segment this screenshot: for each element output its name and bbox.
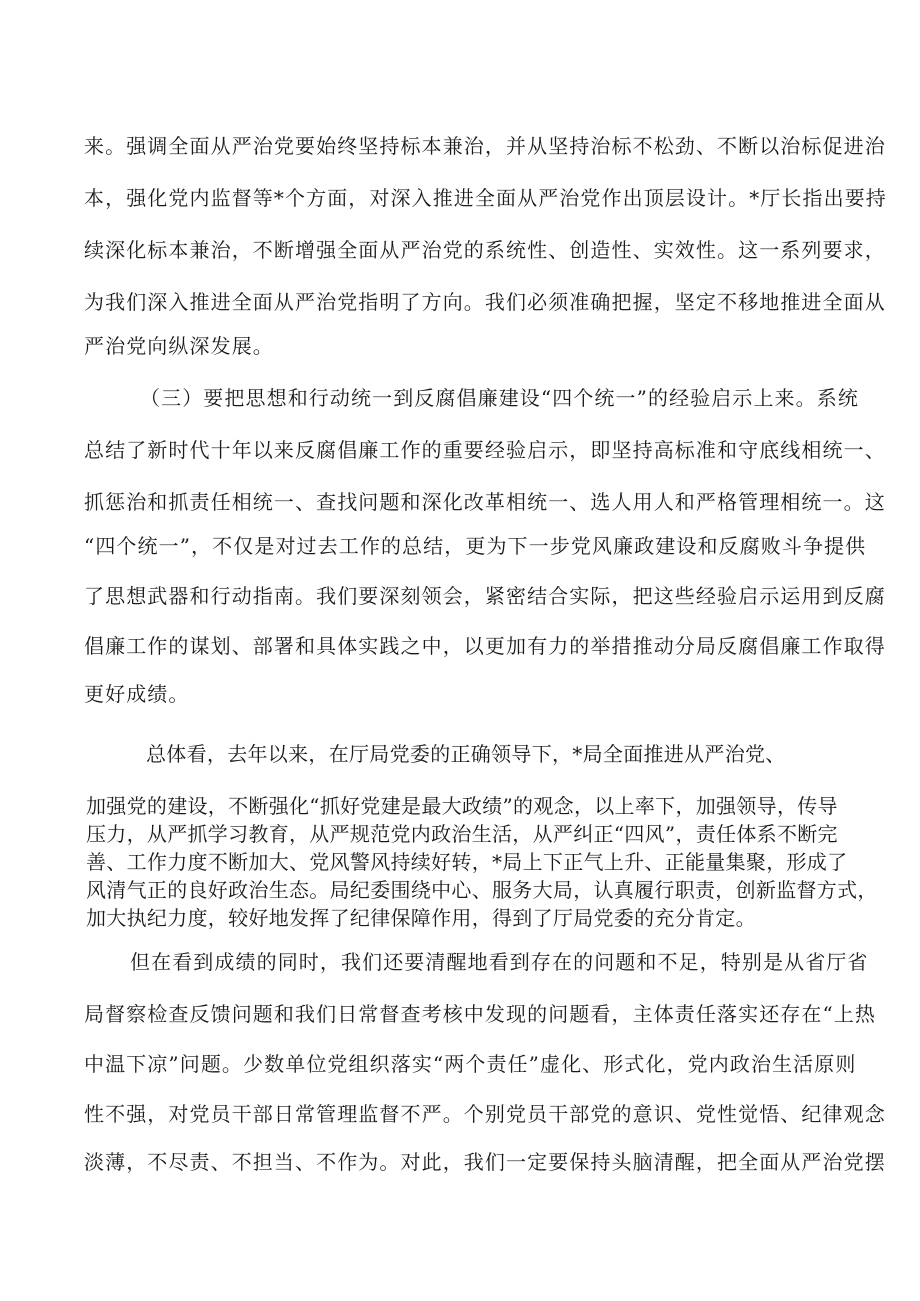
paragraph-line: 总体看，去年以来，在厅局党委的正确领导下，*局全面推进从严治党、 (146, 742, 786, 766)
paragraph-line: 性不强，对党员干部日常管理监督不严。个别党员干部党的意识、党性觉悟、纪律观念 (84, 1102, 886, 1126)
paragraph-line: （三）要把思想和行动统一到反腐倡廉建设“四个统一”的经验启示上来。系统 (140, 386, 859, 410)
paragraph-line: 加大执纪力度，较好地发挥了纪律保障作用，得到了厅局党委的充分肯定。 (86, 906, 756, 930)
paragraph-line: 风清气正的良好政治生态。局纪委围绕中心、服务大局，认真履行职责，创新监督方式， (86, 878, 878, 902)
paragraph-line: 更好成绩。 (84, 682, 190, 706)
paragraph-line: 严治党向纵深发展。 (84, 334, 274, 358)
paragraph-line: 续深化标本兼治，不断增强全面从严治党的系统性、创造性、实效性。这一系列要求， (84, 238, 886, 262)
paragraph-line: 本，强化党内监督等*个方面，对深入推进全面从严治党作出顶层设计。*厅长指出要持 (84, 186, 887, 210)
paragraph-line: 但在看到成绩的同时，我们还要清醒地看到存在的问题和不足，特别是从省厅省 (130, 950, 869, 974)
paragraph-line: “四个统一”，不仅是对过去工作的总结，更为下一步党风廉政建设和反腐败斗争提供 (84, 534, 867, 558)
paragraph-line: 中温下凉”问题。少数单位党组织落实“两个责任”虚化、形式化，党内政治生活原则 (84, 1052, 857, 1076)
paragraph-line: 了思想武器和行动指南。我们要深刻领会，紧密结合实际，把这些经验启示运用到反腐 (84, 584, 886, 608)
paragraph-line: 来。强调全面从严治党要始终坚持标本兼治，并从坚持治标不松劲、不断以治标促进治 (84, 134, 886, 158)
paragraph-line: 压力，从严抓学习教育，从严规范党内政治生活，从严纠正“四风”，责任体系不断完 (86, 822, 838, 846)
paragraph-line: 局督察检查反馈问题和我们日常督查考核中发现的问题看，主体责任落实还存在“上热 (84, 1002, 877, 1026)
paragraph-line: 抓惩治和抓责任相统一、查找问题和深化改革相统一、选人用人和严格管理相统一。这 (84, 490, 886, 514)
paragraph-line: 为我们深入推进全面从严治党指明了方向。我们必须准确把握，坚定不移地推进全面从 (84, 290, 886, 314)
paragraph-line: 善、工作力度不断加大、党风警风持续好转，*局上下正气上升、正能量集聚，形成了 (86, 850, 848, 874)
paragraph-line: 倡廉工作的谋划、部署和具体实践之中，以更加有力的举措推动分局反腐倡廉工作取得 (84, 634, 886, 658)
paragraph-line: 总结了新时代十年以来反腐倡廉工作的重要经验启示，即坚持高标准和守底线相统一、 (84, 438, 886, 462)
paragraph-line: 淡薄，不尽责、不担当、不作为。对此，我们一定要保持头脑清醒，把全面从严治党摆 (84, 1150, 886, 1174)
paragraph-line: 加强党的建设，不断强化“抓好党建是最大政绩”的观念，以上率下，加强领导，传导 (86, 794, 838, 818)
